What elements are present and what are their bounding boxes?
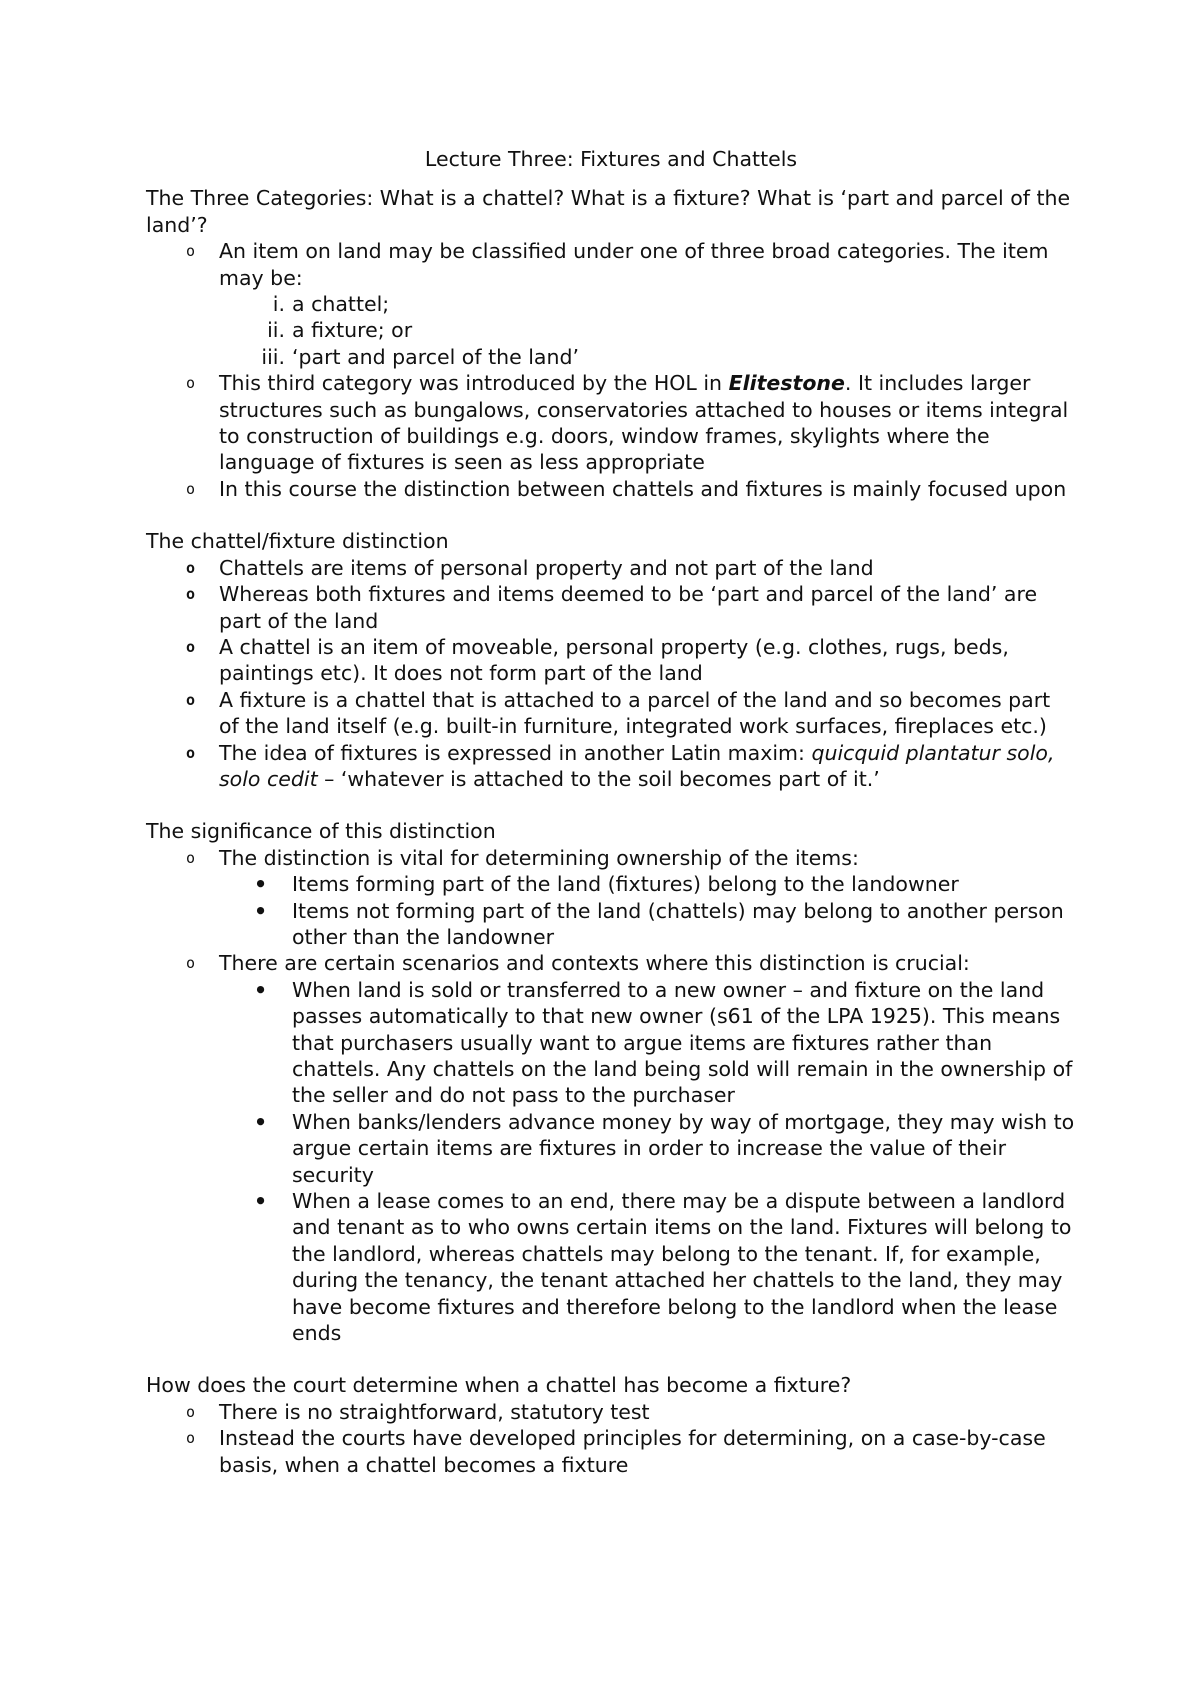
section-three-categories [146,185,1076,502]
list-item-text: An item on land may be classified under one of three broad categories. The item may be: [219,239,1049,290]
bullet-item-text: When banks/lenders advance money by way of mortgage, they may wish to argue certain items are fixtures in order to increase the value of their security [292,1109,1075,1187]
list [146,1399,1076,1478]
circle-bullet-icon: o [186,954,196,973]
list-item [146,1399,1076,1425]
section-heading: The chattel/fixture distinction [146,529,449,554]
list-item [146,370,1076,476]
list-item-text: A fixture is a chattel that is attached to a parcel of the land and so becomes part of the land itself (e.g. built-in furniture, integrated work surfaces, fireplaces etc.) [219,687,1051,739]
circle-bullet-icon: o [186,558,196,577]
circle-bullet-icon: o [186,1429,196,1448]
list-item [146,238,1076,370]
list [146,238,1076,502]
list-item-text: In this course the distinction between chattels and fixtures is mainly focused upon [219,476,1067,501]
circle-bullet-icon: o [186,848,196,867]
list-item-text-pre: This third category was introduced by the HOL in [219,371,729,396]
numbered-list [219,291,1076,370]
list-item [146,476,1076,502]
bullet-list [219,977,1076,1347]
list-item [146,634,1076,687]
section-heading: How does the court determine when a chattel has become a fixture? [146,1373,852,1398]
circle-bullet-icon: o [186,1402,196,1421]
section-heading: The Three Categories: What is a chattel? What is a fixture? What is ‘part and parcel of the land’? [146,186,1071,237]
section-court-determination [146,1372,1076,1478]
numbered-item-text: a chattel; [292,292,390,317]
numbered-item [219,344,1076,370]
circle-bullet-icon: o [186,374,196,393]
list-item-text: There are certain scenarios and contexts where this distinction is crucial: [219,951,970,976]
numbered-item-text: ‘part and parcel of the land’ [292,344,580,369]
bullet-icon: • [254,1189,268,1214]
bullet-item [219,1109,1076,1188]
latin-maxim: quicquid plantatur solo, solo cedit [219,740,1055,791]
list-item [146,845,1076,951]
circle-bullet-icon: o [186,479,196,498]
roman-numeral: ii. [267,318,285,343]
list-item [146,950,1076,1346]
list-item-text: The distinction is vital for determining ownership of the items: [219,845,859,870]
list-item [146,740,1076,793]
bullet-item [219,1188,1076,1346]
bullet-item-text: When a lease comes to an end, there may be a dispute between a landlord and tenant as to who owns certain items on the land. Fixtures will belong to the landlord, whereas chattels may belong to the tenant. If, for example, during the tenancy, the tenant attached her chattels to the land, they may have become fixtures and therefore belong to the landlord when the lease ends [292,1189,1072,1346]
list-item-text: A chattel is an item of moveable, personal property (e.g. clothes, rugs, beds, paintings etc). It does not form part of the land [219,634,1009,686]
bullet-item [219,898,1076,951]
bullet-item-text: When land is sold or transferred to a new owner – and fixture on the land passes automatically to that new owner (s61 of the LPA 1925). This means that purchasers usually want to argue items are fixtures rather than chattels. Any chattels on the land being sold will remain in the ownership of the seller and do not pass to the purchaser [292,977,1073,1108]
circle-bullet-icon: o [186,637,196,656]
section-chattel-fixture-distinction [146,528,1076,792]
document-body [146,146,1076,1478]
list-item-text: There is no straightforward, statutory test [219,1399,650,1424]
list-item-text-pre: The idea of fixtures is expressed in another Latin maxim: [219,740,812,765]
bullet-icon: • [254,1109,268,1134]
bullet-item-text: Items not forming part of the land (chattels) may belong to another person other than the landowner [292,898,1064,949]
list [146,555,1076,793]
bullet-icon: • [254,872,268,897]
list-item [146,687,1076,740]
list-item [146,1425,1076,1478]
numbered-item [219,291,1076,317]
list-item [146,555,1076,581]
circle-bullet-icon: o [186,242,196,261]
page-title: Lecture Three: Fixtures and Chattels [424,147,798,171]
bullet-item [219,871,1076,897]
list [146,845,1076,1347]
bullet-icon: • [254,977,268,1002]
circle-bullet-icon: o [186,585,196,604]
list-item-text: Instead the courts have developed principles for determining, on a case-by-case basis, when a chattel becomes a fixture [219,1426,1046,1477]
numbered-item-text: a fixture; or [292,318,413,343]
bullet-item [219,977,1076,1109]
section-heading: The significance of this distinction [146,819,496,844]
section-significance [146,818,1076,1346]
list-item-text-post: – ‘whatever is attached to the soil becomes part of it.’ [317,766,880,791]
numbered-item [219,317,1076,343]
roman-numeral: iii. [261,344,285,369]
circle-bullet-icon: o [186,743,196,762]
case-name: Elitestone [728,371,845,396]
list-item-text-post: . It includes larger structures such as bungalows, conservatories attached to houses or items integral to construction of buildings e.g. doors, window frames, skylights where the language of fixtures is seen as less appropriate [219,371,1069,475]
list-item-text: Chattels are items of personal property and not part of the land [219,555,874,580]
bullet-list [219,871,1076,950]
list-item [146,581,1076,634]
roman-numeral: i. [272,292,285,317]
list-item-text: Whereas both fixtures and items deemed to be ‘part and parcel of the land’ are part of the land [219,582,1038,633]
bullet-item-text: Items forming part of the land (fixtures) belong to the landowner [292,872,959,897]
bullet-icon: • [254,898,268,923]
circle-bullet-icon: o [186,690,196,709]
